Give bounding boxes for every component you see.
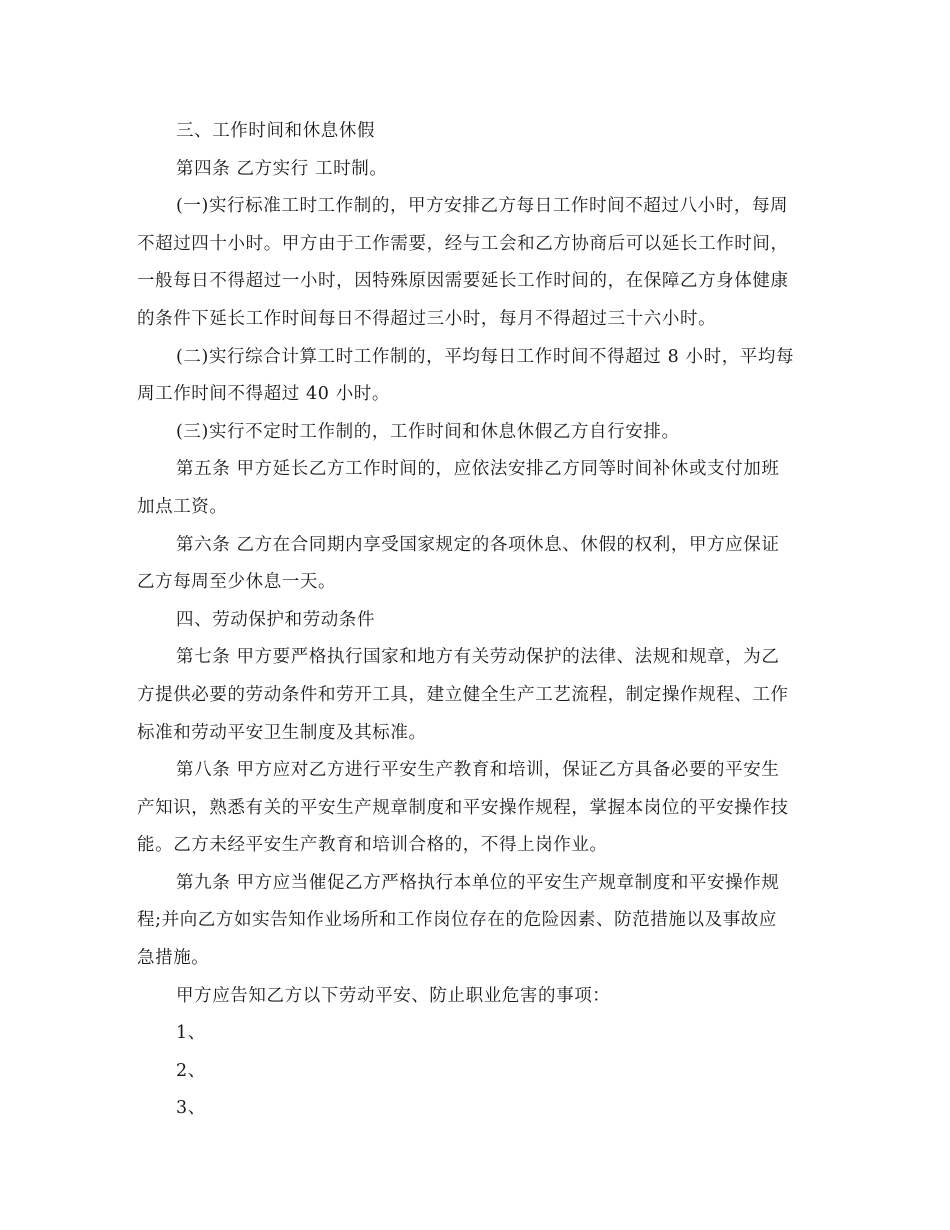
text-line: 乙方每周至少休息一天。 [137,572,337,593]
text-line: 加点工资。 [137,496,228,517]
article-4: 第四条 乙方实行 工时制。 [176,158,388,179]
article-5 [137,456,817,531]
text-line: 标准和劳动平安卫生制度及其标准。 [137,722,427,743]
text-line: 第九条 甲方应当催促乙方严格执行本单位的平安生产规章制度和平安操作规 [176,872,780,893]
list-item-1: 1、 [176,1023,206,1044]
safety-notice-intro: 甲方应告知乙方以下劳动平安、防止职业危害的事项： [176,985,611,1006]
text-line: (二)实行综合计算工时工作制的，平均每日工作时间不得超过 8 小时，平均每 [176,346,795,367]
article-9 [137,870,817,983]
section-heading-3: 三、工作时间和休息休假 [176,121,376,141]
text-line: 程;并向乙方如实告知作业场所和工作岗位存在的危险因素、防范措施以及事故应 [137,910,777,931]
list-item-3: 3、 [176,1098,206,1119]
article-7 [137,644,817,757]
text-line: 一般每日不得超过一小时，因特殊原因需要延长工作时间的，在保障乙方身体健康 [137,271,789,292]
text-line: 第八条 甲方应对乙方进行平安生产教育和培训，保证乙方具备必要的平安生 [176,760,780,781]
text-line: (一)实行标准工时工作制的，甲方安排乙方每日工作时间不超过八小时，每周 [176,196,789,217]
article-8 [137,757,817,870]
document-page [137,118,817,1133]
text-line: 能。乙方未经平安生产教育和培训合格的，不得上岗作业。 [137,835,608,856]
text-line: 产知识，熟悉有关的平安生产规章制度和平安操作规程，掌握本岗位的平安操作技 [137,797,789,818]
list-item-2: 2、 [176,1060,206,1081]
text-line: 急措施。 [137,948,210,969]
clause-comprehensive-hours [137,344,817,419]
text-line: 第五条 甲方延长乙方工作时间的，应依法安排乙方同等时间补休或支付加班 [176,459,780,480]
text-line: 不超过四十小时。甲方由于工作需要，经与工会和乙方协商后可以延长工作时间， [137,233,789,254]
text-line: 第七条 甲方要严格执行国家和地方有关劳动保护的法律、法规和规章，为乙 [176,647,780,668]
clause-standard-hours [137,193,817,343]
text-line: 方提供必要的劳动条件和劳开工具，建立健全生产工艺流程，制定操作规程、工作 [137,684,789,705]
section-heading-4: 四、劳动保护和劳动条件 [176,609,376,630]
clause-flexible-hours: (三)实行不定时工作制的，工作时间和休息休假乙方自行安排。 [176,421,680,442]
text-line: 第六条 乙方在合同期内享受国家规定的各项休息、休假的权利，甲方应保证 [176,534,780,555]
article-6 [137,532,817,607]
text-line: 的条件下延长工作时间每日不得超过三小时，每月不得超过三十六小时。 [137,308,717,329]
text-line: 周工作时间不得超过 40 小时。 [137,384,390,405]
